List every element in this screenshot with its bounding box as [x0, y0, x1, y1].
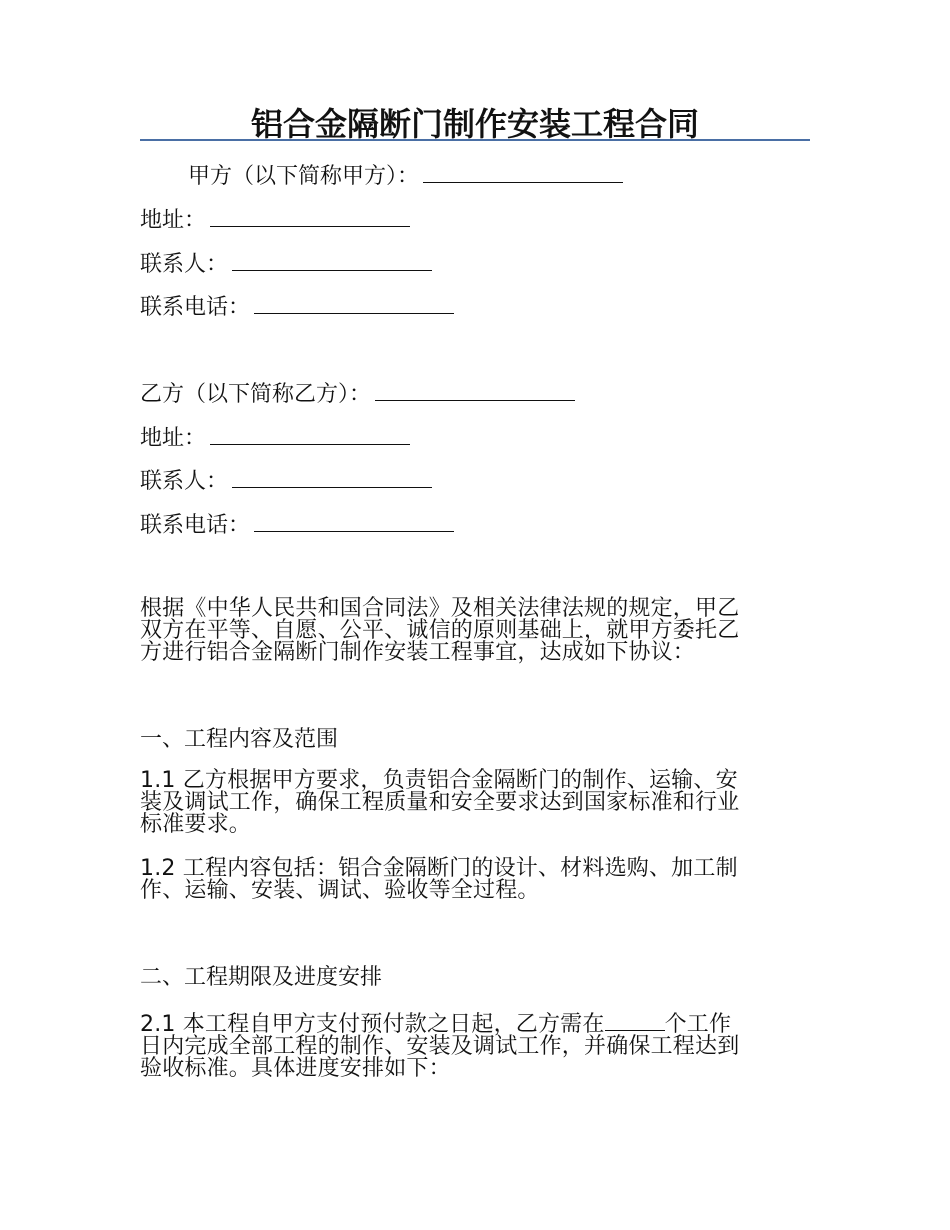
party-b-address-label: 地址： [140, 426, 207, 451]
clause-line: 作、运输、安装、调试、验收等全过程。 [140, 878, 540, 903]
party-a-phone-line [140, 291, 454, 322]
party-a-label: 甲方（以下简称甲方）： [188, 164, 420, 189]
party-a-address-label: 地址： [140, 208, 207, 233]
party-a-address-line [140, 204, 410, 235]
clause-line: 装及调试工作，确保工程质量和安全要求达到国家标准和行业 [140, 790, 740, 815]
clause-line: 日内完成全部工程的制作、安装及调试工作，并确保工程达到 [140, 1034, 740, 1059]
party-a-name-field[interactable] [423, 160, 623, 183]
clause-line: 1.2 工程内容包括：铝合金隔断门的设计、材料选购、加工制 [140, 856, 738, 881]
clause-1-1 [140, 770, 812, 836]
preamble-line: 根据《中华人民共和国合同法》及相关法律法规的规定，甲乙 [140, 596, 740, 621]
clause-line [140, 1012, 812, 1036]
party-a-address-field[interactable] [210, 204, 410, 227]
party-b-phone-line [140, 509, 454, 540]
party-a-contact-field[interactable] [232, 248, 432, 271]
party-b-address-field[interactable] [210, 422, 410, 445]
party-b-line [140, 378, 575, 409]
clause-2-1 [140, 1012, 812, 1080]
party-a-line [188, 160, 623, 191]
section-1-heading: 一、工程内容及范围 [140, 727, 339, 752]
party-b-name-field[interactable] [375, 378, 575, 401]
party-b-phone-field[interactable] [254, 509, 454, 532]
preamble-line: 双方在平等、自愿、公平、诚信的原则基础上，就甲方委托乙 [140, 618, 740, 643]
party-a-contact-line [140, 248, 432, 279]
party-a-phone-label: 联系电话： [140, 295, 251, 320]
party-b-contact-line [140, 465, 432, 496]
workdays-field[interactable] [605, 1012, 665, 1031]
clause-2-1-text-b: 个工作 [664, 1012, 732, 1037]
preamble-line: 方进行铝合金隔断门制作安装工程事宜，达成如下协议： [140, 640, 696, 665]
preamble-paragraph [140, 598, 812, 664]
party-b-address-line [140, 422, 410, 453]
party-b-label: 乙方（以下简称乙方）： [140, 382, 372, 407]
party-b-contact-field[interactable] [232, 465, 432, 488]
section-2-heading: 二、工程期限及进度安排 [140, 965, 383, 990]
clause-2-1-text-a: 2.1 本工程自甲方支付预付款之日起，乙方需在 [140, 1012, 605, 1037]
party-b-phone-label: 联系电话： [140, 513, 251, 538]
title-underline [140, 139, 810, 141]
party-b-contact-label: 联系人： [140, 469, 229, 494]
document-title: 铝合金隔断门制作安装工程合同 [250, 105, 699, 143]
clause-line: 验收标准。具体进度安排如下： [140, 1056, 451, 1081]
clause-line: 标准要求。 [140, 812, 252, 837]
party-a-contact-label: 联系人： [140, 252, 229, 277]
party-a-phone-field[interactable] [254, 291, 454, 314]
clause-1-2 [140, 858, 812, 902]
clause-line: 1.1 乙方根据甲方要求，负责铝合金隔断门的制作、运输、安 [140, 768, 738, 793]
